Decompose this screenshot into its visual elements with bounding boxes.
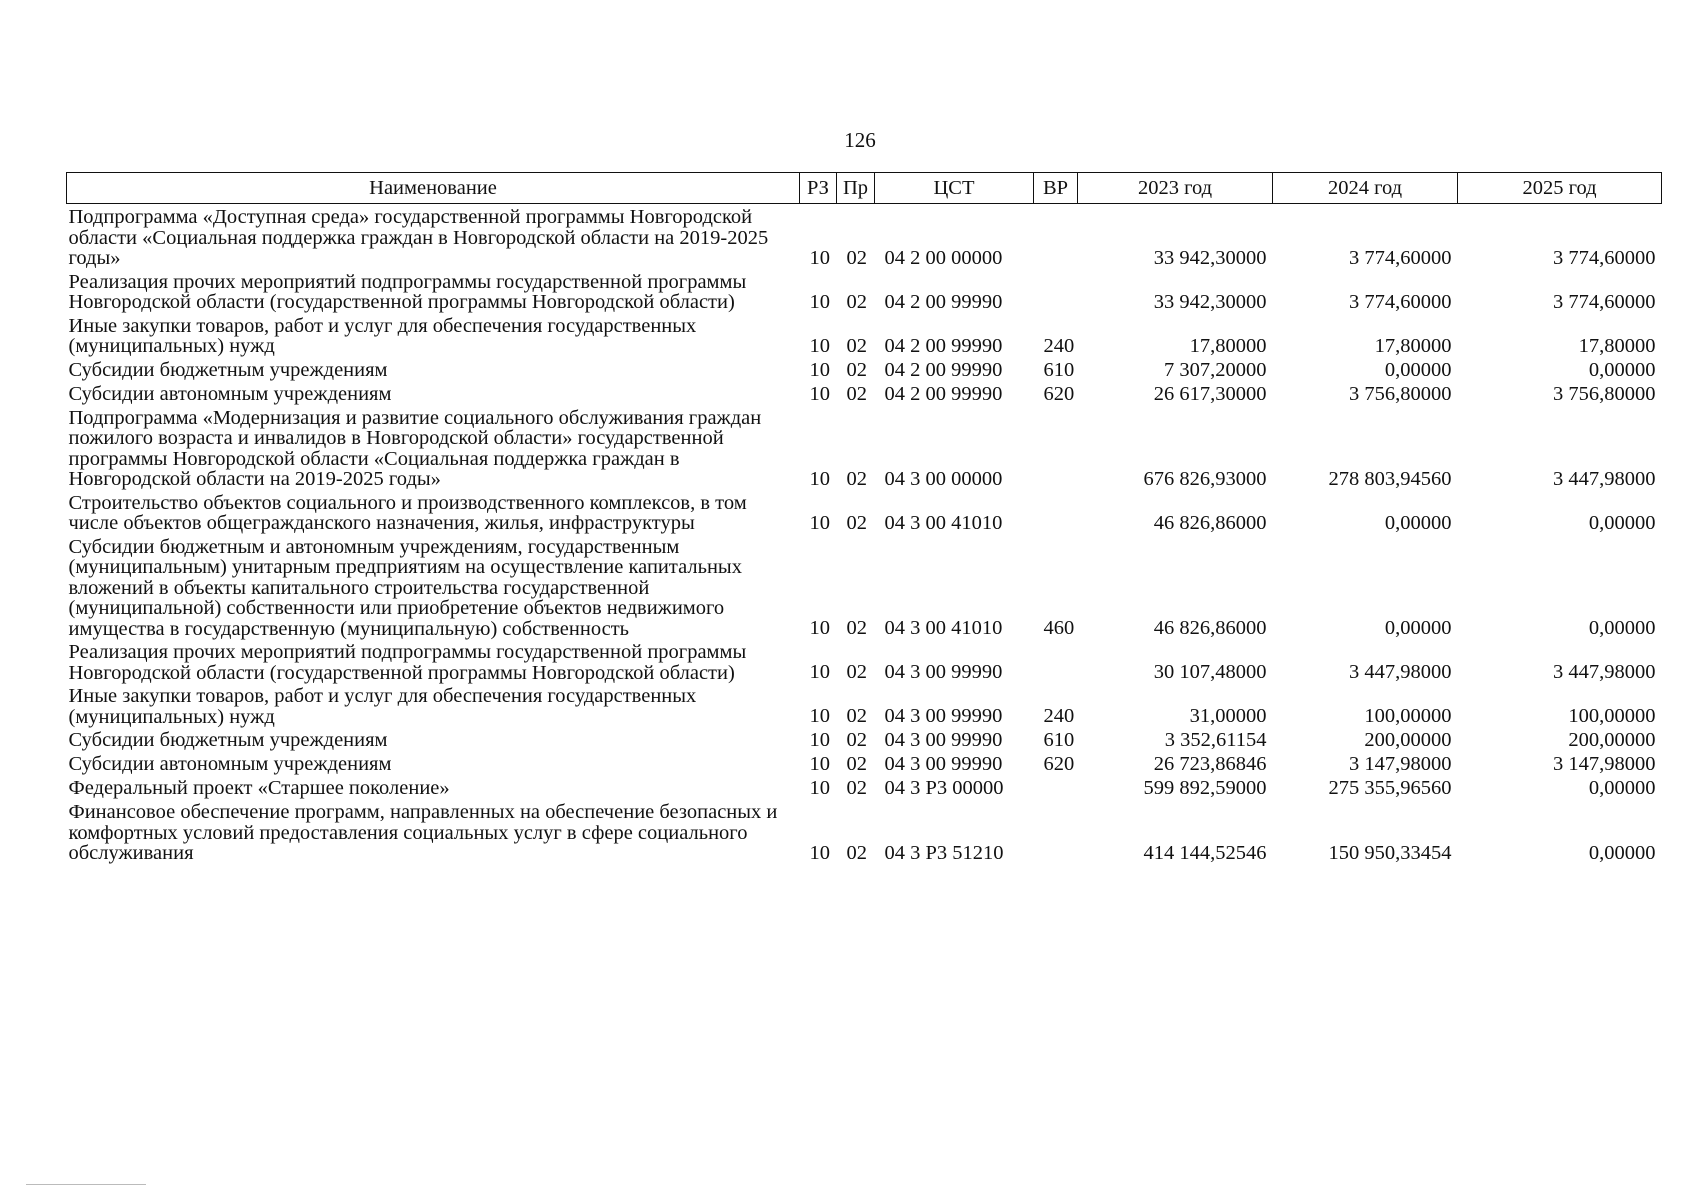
row-pr: 02: [846, 617, 867, 639]
header-cst: ЦСТ: [875, 173, 1034, 204]
row-vr: [1034, 408, 1078, 493]
table-row: [67, 686, 1662, 730]
row-rz: 10: [809, 705, 830, 727]
table-row: [67, 754, 1662, 778]
row-2024: 3 447,98000: [1349, 661, 1452, 683]
row-vr: [1034, 778, 1078, 802]
row-vr: [1034, 642, 1078, 686]
row-rz: 10: [809, 382, 830, 405]
row-2025: 0,00000: [1588, 841, 1656, 864]
row-2024: 3 774,60000: [1349, 290, 1452, 313]
row-2024: 3 774,60000: [1349, 246, 1452, 269]
row-2025: 200,00000: [1568, 729, 1656, 751]
row-2023: 26 617,30000: [1153, 382, 1267, 405]
row-vr: [1034, 493, 1078, 537]
row-rz: 10: [809, 841, 830, 864]
row-cst: 04 2 00 00000: [884, 246, 1003, 269]
row-pr: 02: [846, 705, 867, 727]
row-2023: 46 826,86000: [1153, 511, 1267, 534]
row-2024: 100,00000: [1364, 705, 1452, 727]
row-2023: 31,00000: [1189, 705, 1267, 727]
row-vr: 620: [1043, 382, 1075, 405]
row-2023: 46 826,86000: [1153, 617, 1267, 639]
row-2023: 414 144,52546: [1143, 841, 1267, 864]
row-2024: 17,80000: [1374, 334, 1452, 357]
row-cst: 04 2 00 99990: [884, 358, 1003, 381]
row-pr: 02: [846, 841, 867, 864]
header-vr: ВР: [1034, 173, 1078, 204]
row-2024: 200,00000: [1364, 729, 1452, 751]
row-2024: 0,00000: [1384, 617, 1452, 639]
row-2025: 3 147,98000: [1553, 753, 1656, 775]
row-pr: 02: [846, 511, 867, 534]
row-pr: 02: [846, 729, 867, 751]
row-2023: 7 307,20000: [1164, 358, 1267, 381]
row-vr: 240: [1043, 705, 1075, 727]
row-2025: 3 774,60000: [1553, 290, 1656, 313]
row-vr: 610: [1043, 358, 1075, 381]
row-pr: 02: [846, 246, 867, 269]
row-2023: 3 352,61154: [1164, 729, 1267, 751]
row-cst: 04 2 00 99990: [884, 382, 1003, 405]
row-2024: 3 756,80000: [1349, 382, 1452, 405]
row-2025: 3 447,98000: [1553, 467, 1656, 490]
row-2024: 275 355,96560: [1328, 777, 1452, 799]
row-name: Подпрограмма «Модернизация и развитие социального обслуживания граждан пожилого возраста и инвалидов в Новгородской области» государственной программы Новгородской области «Социальная поддержка граждан в Новгородской области на 2019-2025 годы»: [68, 406, 762, 490]
row-rz: 10: [809, 511, 830, 534]
row-pr: 02: [846, 753, 867, 775]
row-cst: 04 3 00 41010: [884, 617, 1003, 639]
row-rz: 10: [809, 753, 830, 775]
row-2025: 0,00000: [1588, 777, 1656, 799]
row-pr: 02: [846, 661, 867, 683]
row-cst: 04 3 Р3 51210: [884, 841, 1004, 864]
row-2023: 30 107,48000: [1153, 661, 1267, 683]
row-2025: 3 447,98000: [1553, 661, 1656, 683]
page-number: 126: [844, 128, 876, 152]
table-row: [67, 778, 1662, 802]
row-2025: 0,00000: [1588, 358, 1656, 381]
row-name: Иные закупки товаров, работ и услуг для обеспечения государственных (муниципальных) нужд: [68, 685, 697, 728]
row-vr: [1034, 802, 1078, 867]
row-name: Субсидии бюджетным учреждениям: [68, 729, 388, 751]
row-name: Субсидии бюджетным учреждениям: [68, 358, 388, 381]
row-2024: 278 803,94560: [1328, 467, 1452, 490]
row-2023: 17,80000: [1189, 334, 1267, 357]
row-vr: 620: [1043, 753, 1075, 775]
table-row: [67, 360, 1662, 384]
row-name: Реализация прочих мероприятий подпрограммы государственной программы Новгородской области (государственной программы Новгородской области): [68, 641, 747, 684]
row-pr: 02: [846, 467, 867, 490]
row-2024: 0,00000: [1384, 358, 1452, 381]
table-row: [67, 802, 1662, 867]
row-rz: 10: [809, 617, 830, 639]
row-vr: 610: [1043, 729, 1075, 751]
scan-artifact-line: [26, 1184, 146, 1185]
row-pr: 02: [846, 358, 867, 381]
header-name: Наименование: [67, 173, 800, 204]
row-2025: 17,80000: [1578, 334, 1656, 357]
budget-table: [66, 172, 1662, 867]
row-vr: [1034, 272, 1078, 316]
row-name: Подпрограмма «Доступная среда» государственной программы Новгородской области «Социальная поддержка граждан в Новгородской области на 2019-2025 годы»: [68, 206, 769, 269]
row-rz: 10: [809, 290, 830, 313]
row-2025: 0,00000: [1588, 617, 1656, 639]
row-2023: 26 723,86846: [1153, 753, 1267, 775]
row-2025: 0,00000: [1588, 511, 1656, 534]
row-pr: 02: [846, 382, 867, 405]
row-rz: 10: [809, 661, 830, 683]
row-2024: 0,00000: [1384, 511, 1452, 534]
table-header-row: [67, 173, 1662, 204]
table-row: [67, 537, 1662, 643]
row-cst: 04 3 00 99990: [884, 753, 1003, 775]
row-name: Субсидии автономным учреждениям: [68, 382, 392, 405]
row-cst: 04 2 00 99990: [884, 334, 1003, 357]
row-2023: 599 892,59000: [1143, 777, 1267, 799]
row-name: Федеральный проект «Старшее поколение»: [68, 777, 450, 799]
table-row: [67, 493, 1662, 537]
row-name: Субсидии бюджетным и автономным учреждениям, государственным (муниципальным) унитарным предприятиям на осуществление капитальных вложений в объекты капитального строительства государственной (муниципальной) собственности или приобретение объектов недвижимого имущества в государственную (муниципальную) собственность: [68, 535, 742, 640]
row-pr: 02: [846, 334, 867, 357]
row-name: Финансовое обеспечение программ, направленных на обеспечение безопасных и комфортных условий предоставления социальных услуг в сфере социального обслуживания: [68, 801, 778, 864]
row-cst: 04 3 Р3 00000: [884, 777, 1004, 799]
header-pr: Пр: [837, 173, 875, 204]
table-row: [67, 642, 1662, 686]
row-rz: 10: [809, 246, 830, 269]
row-cst: 04 2 00 99990: [884, 290, 1003, 313]
row-2025: 100,00000: [1568, 705, 1656, 727]
row-rz: 10: [809, 358, 830, 381]
row-vr: 240: [1043, 334, 1075, 357]
header-2025: 2025 год: [1458, 173, 1662, 204]
row-pr: 02: [846, 290, 867, 313]
row-vr: [1034, 204, 1078, 272]
row-cst: 04 3 00 99990: [884, 661, 1003, 683]
header-2023: 2023 год: [1078, 173, 1273, 204]
row-2025: 3 774,60000: [1553, 246, 1656, 269]
row-cst: 04 3 00 00000: [884, 467, 1003, 490]
table-row: [67, 316, 1662, 360]
table-row: [67, 272, 1662, 316]
row-cst: 04 3 00 99990: [884, 729, 1003, 751]
row-cst: 04 3 00 99990: [884, 705, 1003, 727]
row-cst: 04 3 00 41010: [884, 511, 1003, 534]
row-2023: 33 942,30000: [1153, 246, 1267, 269]
row-rz: 10: [809, 334, 830, 357]
row-2024: 3 147,98000: [1349, 753, 1452, 775]
row-rz: 10: [809, 729, 830, 751]
row-name: Субсидии автономным учреждениям: [68, 753, 392, 775]
row-name: Иные закупки товаров, работ и услуг для обеспечения государственных (муниципальных) нужд: [68, 314, 697, 357]
table-row: [67, 730, 1662, 754]
header-rz: РЗ: [800, 173, 837, 204]
table-row: [67, 384, 1662, 408]
row-vr: 460: [1043, 617, 1075, 639]
row-2025: 3 756,80000: [1553, 382, 1656, 405]
table-row: [67, 204, 1662, 272]
row-rz: 10: [809, 777, 830, 799]
header-2024: 2024 год: [1273, 173, 1458, 204]
row-2024: 150 950,33454: [1328, 841, 1452, 864]
row-name: Реализация прочих мероприятий подпрограммы государственной программы Новгородской области (государственной программы Новгородской области): [68, 270, 747, 313]
row-name: Строительство объектов социального и производственного комплексов, в том числе объектов общегражданского назначения, жилья, инфраструктуры: [68, 491, 747, 534]
row-2023: 676 826,93000: [1143, 467, 1267, 490]
row-2023: 33 942,30000: [1153, 290, 1267, 313]
row-pr: 02: [846, 777, 867, 799]
table-row: [67, 408, 1662, 493]
row-rz: 10: [809, 467, 830, 490]
